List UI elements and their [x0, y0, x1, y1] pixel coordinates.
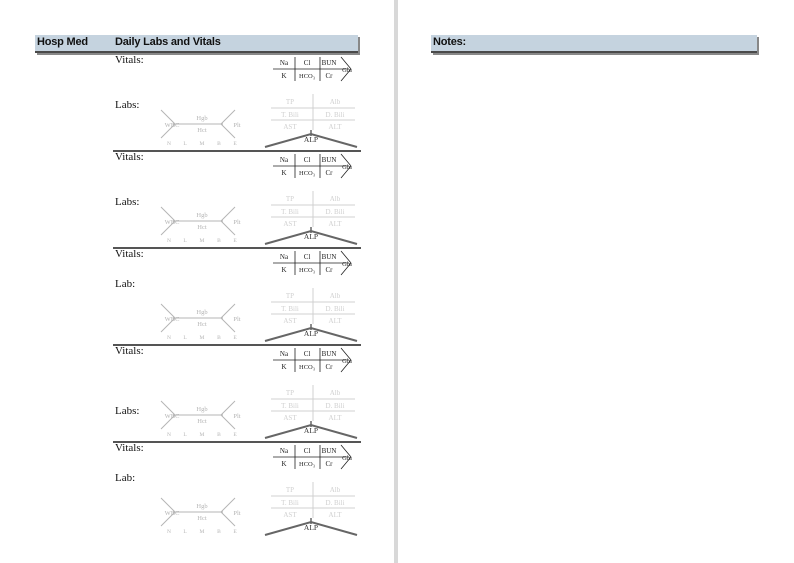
cbc-hgb-label: Hgb — [196, 115, 208, 122]
bmp-fishbone — [273, 251, 353, 275]
lft-grid — [265, 288, 357, 341]
bmp-glu-label: Glu — [342, 164, 352, 171]
bmp-na-label: Na — [279, 447, 289, 455]
bmp-k-label: K — [281, 363, 287, 371]
notes-title: Notes: — [433, 36, 467, 48]
bmp-hco3-label: HCO₃ — [299, 267, 315, 274]
bmp-hco3-label: HCO₃ — [299, 364, 315, 371]
bmp-hco3-label: HCO₃ — [299, 73, 315, 80]
vitals-label: Vitals: — [115, 54, 144, 66]
lft-ast-label: AST — [283, 123, 297, 131]
left-page-header — [35, 35, 358, 53]
notes-header — [431, 35, 757, 53]
left-page — [0, 0, 394, 563]
cbc-diff-label: M — [199, 238, 205, 244]
lft-alp-label: ALP — [303, 426, 319, 435]
bmp-k-label: K — [281, 460, 287, 468]
lft-grid — [265, 482, 357, 535]
cbc-fishbone — [161, 304, 241, 341]
cbc-diff-label: E — [233, 432, 237, 438]
cbc-diff-label: L — [183, 238, 187, 244]
bmp-bun-label: BUN — [321, 156, 337, 164]
bmp-k-label: K — [281, 169, 287, 177]
cbc-diff-label: M — [199, 432, 205, 438]
cbc-diff-label: B — [217, 335, 221, 341]
service-label: Hosp Med — [37, 36, 88, 48]
labs-label: Labs: — [115, 405, 140, 417]
bmp-na-label: Na — [279, 59, 289, 67]
cbc-wbc-label: WBC — [164, 316, 180, 323]
cbc-fishbone — [161, 110, 241, 147]
lft-alt-label: ALT — [328, 414, 342, 422]
bmp-fishbone — [273, 154, 353, 178]
bmp-k-label: K — [281, 266, 287, 274]
bmp-hco3-label: HCO₃ — [299, 461, 315, 468]
bmp-hco3-label: HCO₃ — [299, 170, 315, 177]
bmp-bun-label: BUN — [321, 253, 337, 261]
bmp-fishbone — [273, 348, 353, 372]
labs-label: Labs: — [115, 99, 140, 111]
cbc-plt-label: Plt — [233, 510, 241, 517]
lft-tp-label: TP — [285, 195, 295, 203]
cbc-diff-label: N — [167, 238, 171, 244]
lft-tp-label: TP — [285, 486, 295, 494]
bmp-fishbone — [273, 445, 353, 469]
lft-grid — [265, 94, 357, 147]
lab-block — [113, 54, 361, 152]
bmp-fishbone — [273, 57, 353, 81]
lft-alb-label: Alb — [329, 389, 341, 397]
cbc-diff-label: E — [233, 141, 237, 147]
vitals-label: Vitals: — [115, 248, 144, 260]
bmp-cr-label: Cr — [325, 266, 333, 274]
bmp-glu-label: Glu — [342, 261, 352, 268]
lft-grid — [265, 191, 357, 244]
cbc-diff-label: N — [167, 141, 171, 147]
lft-ast-label: AST — [283, 317, 297, 325]
lft-alb-label: Alb — [329, 486, 341, 494]
lft-alp-label: ALP — [303, 135, 319, 144]
cbc-diff-label: E — [233, 335, 237, 341]
vitals-label: Vitals: — [115, 442, 144, 454]
lft-alb-label: Alb — [329, 195, 341, 203]
cbc-wbc-label: WBC — [164, 510, 180, 517]
bmp-cr-label: Cr — [325, 169, 333, 177]
lab-block — [113, 442, 361, 538]
bmp-bun-label: BUN — [321, 350, 337, 358]
bmp-cr-label: Cr — [325, 363, 333, 371]
cbc-diff-label: L — [183, 432, 187, 438]
lft-dbili-label: D. Bili — [325, 305, 345, 313]
cbc-fishbone — [161, 498, 241, 535]
cbc-diff-label: B — [217, 141, 221, 147]
cbc-hgb-label: Hgb — [196, 503, 208, 510]
cbc-diff-label: N — [167, 529, 171, 535]
cbc-hct-label: Hct — [197, 515, 207, 522]
cbc-hct-label: Hct — [197, 321, 207, 328]
cbc-diff-label: M — [199, 335, 205, 341]
lft-dbili-label: D. Bili — [325, 208, 345, 216]
lab-block — [113, 345, 361, 443]
cbc-fishbone — [161, 401, 241, 438]
lft-tbili-label: T. Bili — [281, 402, 299, 410]
bmp-cr-label: Cr — [325, 460, 333, 468]
cbc-diff-label: B — [217, 238, 221, 244]
lft-dbili-label: D. Bili — [325, 499, 345, 507]
bmp-k-label: K — [281, 72, 287, 80]
cbc-diff-label: L — [183, 529, 187, 535]
cbc-plt-label: Plt — [233, 316, 241, 323]
cbc-plt-label: Plt — [233, 413, 241, 420]
bmp-cl-label: Cl — [303, 59, 311, 67]
cbc-plt-label: Plt — [233, 122, 241, 129]
right-page — [398, 0, 794, 563]
cbc-hct-label: Hct — [197, 418, 207, 425]
lft-ast-label: AST — [283, 414, 297, 422]
cbc-diff-label: E — [233, 238, 237, 244]
cbc-diff-label: L — [183, 141, 187, 147]
lft-tbili-label: T. Bili — [281, 111, 299, 119]
cbc-wbc-label: WBC — [164, 219, 180, 226]
cbc-wbc-label: WBC — [164, 122, 180, 129]
lab-block — [113, 151, 361, 249]
page-title: Daily Labs and Vitals — [115, 36, 221, 48]
cbc-hgb-label: Hgb — [196, 212, 208, 219]
lft-dbili-label: D. Bili — [325, 402, 345, 410]
lft-tp-label: TP — [285, 98, 295, 106]
cbc-hgb-label: Hgb — [196, 309, 208, 316]
lft-alt-label: ALT — [328, 123, 342, 131]
lft-dbili-label: D. Bili — [325, 111, 345, 119]
bmp-glu-label: Glu — [342, 455, 352, 462]
bmp-na-label: Na — [279, 253, 289, 261]
cbc-diff-label: E — [233, 529, 237, 535]
vitals-label: Vitals: — [115, 151, 144, 163]
bmp-glu-label: Glu — [342, 67, 352, 74]
lft-tp-label: TP — [285, 389, 295, 397]
cbc-diff-label: N — [167, 432, 171, 438]
bmp-glu-label: Glu — [342, 358, 352, 365]
lft-tbili-label: T. Bili — [281, 305, 299, 313]
lft-alt-label: ALT — [328, 220, 342, 228]
lft-alp-label: ALP — [303, 329, 319, 338]
cbc-diff-label: N — [167, 335, 171, 341]
bmp-cr-label: Cr — [325, 72, 333, 80]
cbc-fishbone — [161, 207, 241, 244]
lab-block — [113, 248, 361, 346]
cbc-diff-label: L — [183, 335, 187, 341]
cbc-plt-label: Plt — [233, 219, 241, 226]
lft-ast-label: AST — [283, 220, 297, 228]
bmp-cl-label: Cl — [303, 350, 311, 358]
bmp-bun-label: BUN — [321, 59, 337, 67]
lft-ast-label: AST — [283, 511, 297, 519]
cbc-hgb-label: Hgb — [196, 406, 208, 413]
cbc-wbc-label: WBC — [164, 413, 180, 420]
vitals-label: Vitals: — [115, 345, 144, 357]
cbc-diff-label: M — [199, 529, 205, 535]
lft-grid — [265, 385, 357, 438]
labs-label: Lab: — [115, 472, 136, 484]
lft-tbili-label: T. Bili — [281, 208, 299, 216]
lft-alp-label: ALP — [303, 232, 319, 241]
lft-alt-label: ALT — [328, 511, 342, 519]
bmp-na-label: Na — [279, 350, 289, 358]
labs-label: Labs: — [115, 196, 140, 208]
cbc-diff-label: M — [199, 141, 205, 147]
bmp-cl-label: Cl — [303, 447, 311, 455]
bmp-cl-label: Cl — [303, 253, 311, 261]
lft-alt-label: ALT — [328, 317, 342, 325]
cbc-diff-label: B — [217, 432, 221, 438]
lft-alb-label: Alb — [329, 98, 341, 106]
lft-alp-label: ALP — [303, 523, 319, 532]
lft-tbili-label: T. Bili — [281, 499, 299, 507]
labs-label: Lab: — [115, 278, 136, 290]
cbc-diff-label: B — [217, 529, 221, 535]
cbc-hct-label: Hct — [197, 224, 207, 231]
lft-tp-label: TP — [285, 292, 295, 300]
bmp-bun-label: BUN — [321, 447, 337, 455]
bmp-na-label: Na — [279, 156, 289, 164]
bmp-cl-label: Cl — [303, 156, 311, 164]
cbc-hct-label: Hct — [197, 127, 207, 134]
lft-alb-label: Alb — [329, 292, 341, 300]
